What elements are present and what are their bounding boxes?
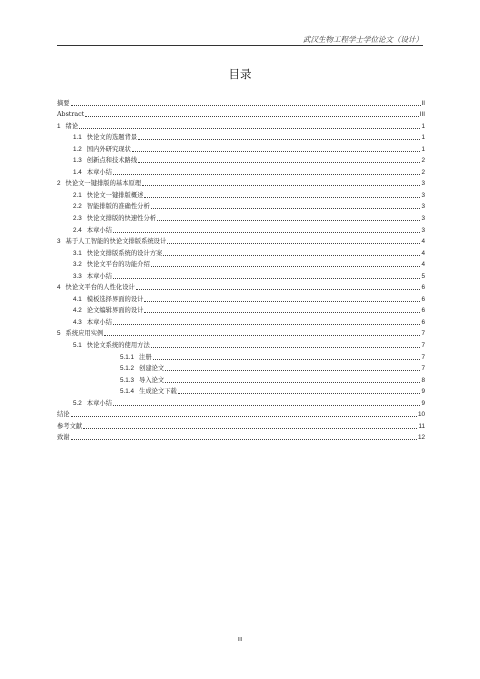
toc-dot-leader — [165, 382, 420, 383]
toc-entry-page: 3 — [421, 203, 425, 211]
toc-entry-page: 8 — [421, 376, 425, 384]
toc-entry[interactable] — [57, 292, 425, 304]
toc-dot-leader — [85, 116, 419, 117]
toc-entry[interactable] — [57, 131, 425, 143]
toc-entry-label: 系统应用实例 — [65, 330, 104, 338]
toc-dot-leader — [167, 243, 420, 244]
toc-entry-label: 参考文献 — [57, 422, 83, 430]
toc-entry[interactable] — [57, 419, 425, 431]
toc-entry-number: 3 — [57, 238, 61, 246]
toc-entry-number: 4 — [57, 284, 61, 292]
toc-entry-page: 1 — [421, 134, 425, 142]
toc-entry-number: 2.2 — [73, 203, 82, 211]
toc-dot-leader — [142, 185, 420, 186]
toc-entry-label: 快论文排版的快速性分析 — [86, 215, 157, 223]
toc-dot-leader — [113, 174, 421, 175]
toc-dot-leader — [151, 266, 421, 267]
toc-entry-label: 导入论文 — [139, 376, 165, 384]
toc-entry-number: 3.2 — [73, 261, 82, 269]
toc-entry[interactable] — [57, 108, 425, 120]
toc-entry-label: 本章小结 — [86, 168, 112, 176]
toc-entry[interactable] — [57, 96, 425, 108]
toc-entry-number: 1.1 — [73, 134, 82, 142]
toc-entry-label: 智能排版的准确性分析 — [86, 203, 150, 211]
toc-entry-number: 4.1 — [73, 295, 82, 303]
toc-entry[interactable] — [57, 408, 425, 420]
toc-dot-leader — [132, 151, 421, 152]
toc-entry-page: 11 — [418, 422, 425, 430]
toc-entry-page: 3 — [421, 215, 425, 223]
toc-entry[interactable] — [57, 258, 425, 270]
toc-entry-number: 5.1.1 — [120, 353, 135, 361]
toc-dot-leader — [165, 370, 420, 371]
toc-dot-leader — [71, 416, 417, 417]
toc-entry-page: 1 — [421, 122, 425, 130]
toc-entry[interactable] — [57, 350, 425, 362]
toc-entry-page: 2 — [421, 168, 425, 176]
toc-entry-page: 4 — [421, 249, 425, 257]
toc-entry[interactable] — [57, 200, 425, 212]
toc-dot-leader — [153, 359, 421, 360]
toc-entry[interactable] — [57, 154, 425, 166]
toc-entry-number: 2.1 — [73, 191, 82, 199]
toc-entry-page: III — [419, 111, 425, 119]
toc-dot-leader — [71, 105, 421, 106]
toc-entry-page: 12 — [417, 434, 425, 442]
toc-entry-label: 快论文一键排版的基本原理 — [65, 180, 142, 188]
toc-entry-page: 4 — [421, 261, 425, 269]
toc-dot-leader — [144, 312, 420, 313]
toc-entry-page: 6 — [421, 284, 425, 292]
toc-entry-label: 本章小结 — [86, 272, 112, 280]
toc-entry-number: 4.3 — [73, 318, 82, 326]
toc-entry-page: 3 — [421, 180, 425, 188]
toc-entry-number: 5.1.3 — [120, 376, 135, 384]
toc-dot-leader — [144, 197, 420, 198]
toc-entry-page: 6 — [421, 318, 425, 326]
toc-entry[interactable] — [57, 142, 425, 154]
toc-entry-number: 4.2 — [73, 307, 82, 315]
toc-entry-label: 国内外研究现状 — [86, 145, 131, 153]
toc-entry-number: 2.4 — [73, 226, 82, 234]
toc-entry-label: 本章小结 — [86, 399, 112, 407]
toc-entry[interactable] — [57, 119, 425, 131]
toc-entry-label: 摘要 — [57, 99, 70, 107]
toc-entry-label: 结论 — [57, 411, 70, 419]
toc-entry-page: 7 — [421, 330, 425, 338]
toc-entry-page: II — [421, 99, 425, 107]
toc-entry-label: Abstract — [57, 111, 85, 119]
toc-entry-number: 5 — [57, 330, 61, 338]
toc-entry-label: 快论文的选题背景 — [86, 134, 138, 142]
toc-entry[interactable] — [57, 304, 425, 316]
header-rule — [57, 45, 423, 46]
toc-entry-number: 3.3 — [73, 272, 82, 280]
toc-title: 目录 — [228, 67, 252, 81]
toc-entry-page: 6 — [421, 295, 425, 303]
toc-entry-label: 模板选择界面的设计 — [86, 295, 144, 303]
toc-dot-leader — [138, 139, 420, 140]
toc-entry[interactable] — [57, 338, 425, 350]
toc-dot-leader — [136, 289, 421, 290]
toc-entry-label: 绪论 — [65, 122, 79, 130]
toc-entry-label: 生成论文下载 — [139, 388, 177, 396]
toc-entry[interactable] — [57, 269, 425, 281]
toc-dot-leader — [163, 255, 420, 256]
toc-entry-label: 快论文排版系统的设计方案 — [86, 249, 163, 257]
toc-entry-page: 9 — [421, 399, 425, 407]
toc-dot-leader — [113, 278, 421, 279]
toc-entry[interactable] — [57, 431, 425, 443]
toc-entry[interactable] — [57, 396, 425, 408]
toc-entry-page: 10 — [417, 411, 425, 419]
toc-entry-label: 快论文系统的使用方法 — [86, 342, 150, 350]
toc-entry-label: 快论文平台的人性化设计 — [65, 284, 135, 292]
toc-entry[interactable] — [57, 177, 425, 189]
toc-entry-label: 快论文一键排版概述 — [86, 191, 144, 199]
toc-entry-number: 2 — [57, 180, 61, 188]
toc-dot-leader — [157, 220, 420, 221]
toc-entry[interactable] — [57, 362, 425, 374]
toc-entry-label: 注册 — [139, 353, 152, 361]
toc-entry[interactable] — [57, 315, 425, 327]
toc-entry-number: 5.1.2 — [120, 365, 135, 373]
toc-entry-page: 2 — [421, 157, 425, 165]
toc-entry-label: 本章小结 — [86, 318, 112, 326]
table-of-contents — [57, 96, 425, 442]
toc-entry-label: 本章小结 — [86, 226, 112, 234]
toc-entry[interactable] — [57, 223, 425, 235]
toc-entry-page: 3 — [421, 226, 425, 234]
page-number: III — [237, 637, 243, 643]
toc-dot-leader — [113, 405, 421, 406]
toc-entry-number: 5.2 — [73, 399, 82, 407]
toc-entry[interactable] — [57, 246, 425, 258]
toc-entry-page: 9 — [421, 388, 425, 396]
toc-dot-leader — [151, 347, 421, 348]
toc-entry-label: 创新点和技术路线 — [86, 157, 138, 165]
toc-entry[interactable] — [57, 281, 425, 293]
toc-entry-number: 2.3 — [73, 215, 82, 223]
toc-entry-page: 6 — [421, 307, 425, 315]
toc-dot-leader — [113, 324, 421, 325]
toc-entry-label: 创建论文 — [139, 365, 165, 373]
running-header: 武汉生物工程学士学位论文（设计） — [303, 35, 423, 44]
toc-entry-page: 5 — [421, 272, 425, 280]
toc-dot-leader — [144, 301, 420, 302]
toc-entry-page: 7 — [421, 365, 425, 373]
toc-entry-page: 7 — [421, 342, 425, 350]
toc-entry-page: 7 — [421, 353, 425, 361]
toc-entry[interactable] — [57, 373, 425, 385]
toc-entry[interactable] — [57, 211, 425, 223]
toc-dot-leader — [79, 128, 420, 129]
toc-entry-number: 1.4 — [73, 168, 82, 176]
toc-dot-leader — [178, 393, 421, 394]
toc-entry-number: 5.1 — [73, 342, 82, 350]
toc-dot-leader — [71, 439, 417, 440]
toc-dot-leader — [83, 428, 417, 429]
toc-entry-label: 基于人工智能的快论文排版系统设计 — [65, 238, 167, 246]
toc-dot-leader — [151, 208, 421, 209]
toc-entry-number: 1 — [57, 122, 61, 130]
toc-entry-label: 致谢 — [57, 434, 70, 442]
toc-entry[interactable] — [57, 327, 425, 339]
toc-entry-page: 1 — [421, 145, 425, 153]
toc-entry-number: 1.3 — [73, 157, 82, 165]
toc-entry-number: 5.1.4 — [120, 388, 135, 396]
toc-dot-leader — [138, 162, 420, 163]
toc-entry-number: 3.1 — [73, 249, 82, 257]
toc-entry[interactable] — [57, 235, 425, 247]
toc-entry[interactable] — [57, 188, 425, 200]
toc-entry-label: 快论文平台的功能介绍 — [86, 261, 150, 269]
toc-dot-leader — [104, 335, 420, 336]
toc-entry-page: 4 — [421, 238, 425, 246]
toc-entry[interactable] — [57, 165, 425, 177]
toc-dot-leader — [113, 232, 421, 233]
toc-entry-number: 1.2 — [73, 145, 82, 153]
toc-entry-label: 论文编辑界面的设计 — [86, 307, 144, 315]
toc-entry[interactable] — [57, 385, 425, 397]
toc-entry-page: 3 — [421, 191, 425, 199]
